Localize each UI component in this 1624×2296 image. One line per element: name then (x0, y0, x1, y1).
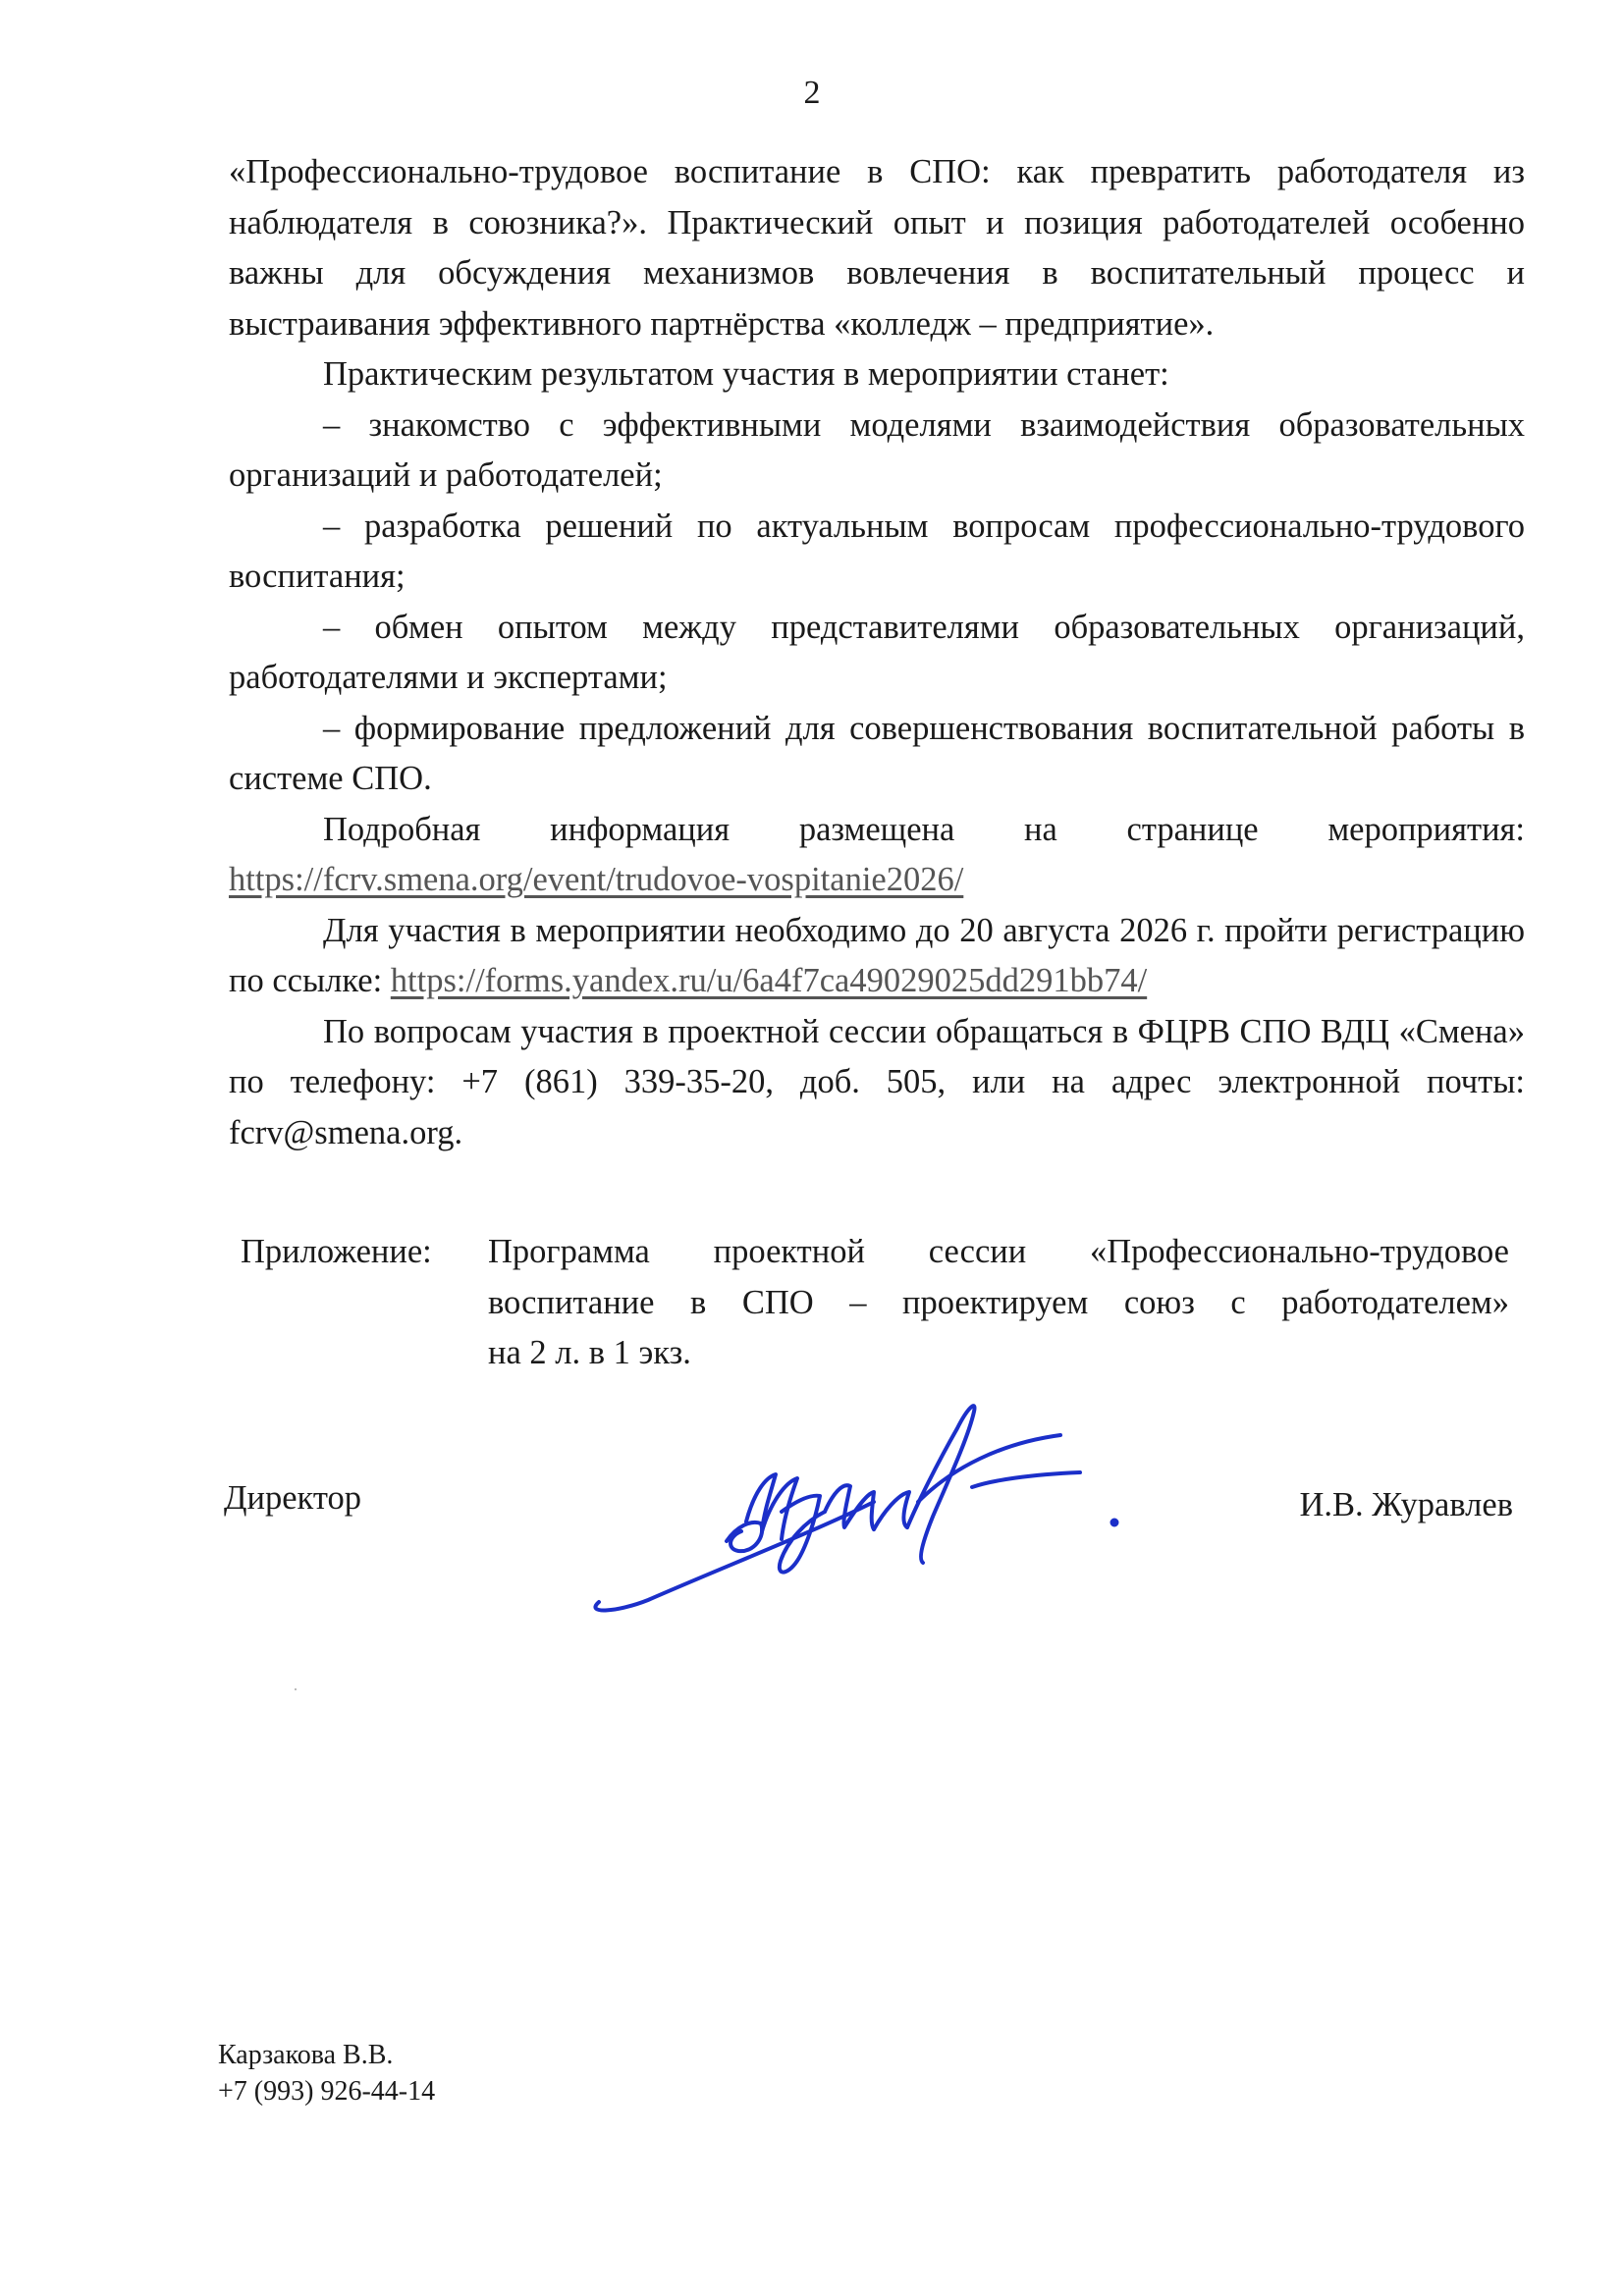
info-text: Подробная информация размещена на странице мероприятия: (323, 810, 1525, 848)
result-item-2: – разработка решений по актуальным вопросам профессионально-трудового воспитания; (229, 507, 1525, 595)
attachment-description (488, 1227, 1509, 1379)
attachment-line: Программа проектной сессии «Профессионально-трудовое (488, 1233, 1509, 1270)
director-name: И.В. Журавлев (1299, 1486, 1513, 1523)
event-page-link[interactable]: https://fcrv.smena.org/event/trudovoe-vospitanie2026/ (229, 861, 964, 898)
results-heading: Практическим результатом участия в мероприятии станет: (323, 355, 1169, 393)
executor-phone: +7 (993) 926-44-14 (218, 2076, 436, 2107)
result-item-3: – обмен опытом между представителями образовательных организаций, работодателями и экспертами; (229, 608, 1525, 696)
registration-text: Для участия в мероприятии необходимо до 20 августа 2026 г. пройти регистрацию по ссылке: (229, 911, 1525, 999)
contact-paragraph: По вопросам участия в проектной сессии обращаться в ФЦРВ СПО ВДЦ «Смена» по телефону: +7 (861) 339-35-20, доб. 505, или на адрес электронной почты: fcrv@smena.org. (229, 1012, 1525, 1151)
info-paragraph (229, 805, 1525, 906)
page-number: 2 (803, 75, 821, 111)
result-item-1: – знакомство с эффективными моделями взаимодействия образовательных организаций и работодателей; (229, 405, 1525, 494)
registration-paragraph (229, 906, 1525, 1007)
letter-body (229, 147, 1525, 1158)
signature-icon (579, 1384, 1139, 1629)
attachment-block (241, 1227, 1517, 1379)
attachment-label: Приложение: (241, 1233, 432, 1270)
intro-paragraph: «Профессионально-трудовое воспитание в СПО: как превратить работодателя из наблюдателя в союзника?». Практический опыт и позиция работодателей особенно важны для обсуждения механизмов вовлечения в воспитательный процесс и выстраивания эффективного партнёрства «колледж – предприятие». (229, 153, 1525, 343)
attachment-line: воспитание в СПО – проектируем союз с работодателем» (488, 1283, 1509, 1321)
attachment-line: на 2 л. в 1 экз. (488, 1334, 691, 1371)
scan-speck (295, 1688, 297, 1690)
registration-form-link[interactable]: https://forms.yandex.ru/u/6a4f7ca49029025dd291bb74/ (390, 962, 1148, 999)
director-title: Директор (224, 1479, 361, 1517)
executor-name: Карзакова В.В. (218, 2040, 394, 2070)
result-item-4: – формирование предложений для совершенствования воспитательной работы в системе СПО. (229, 709, 1525, 797)
executor-block (218, 2037, 435, 2109)
